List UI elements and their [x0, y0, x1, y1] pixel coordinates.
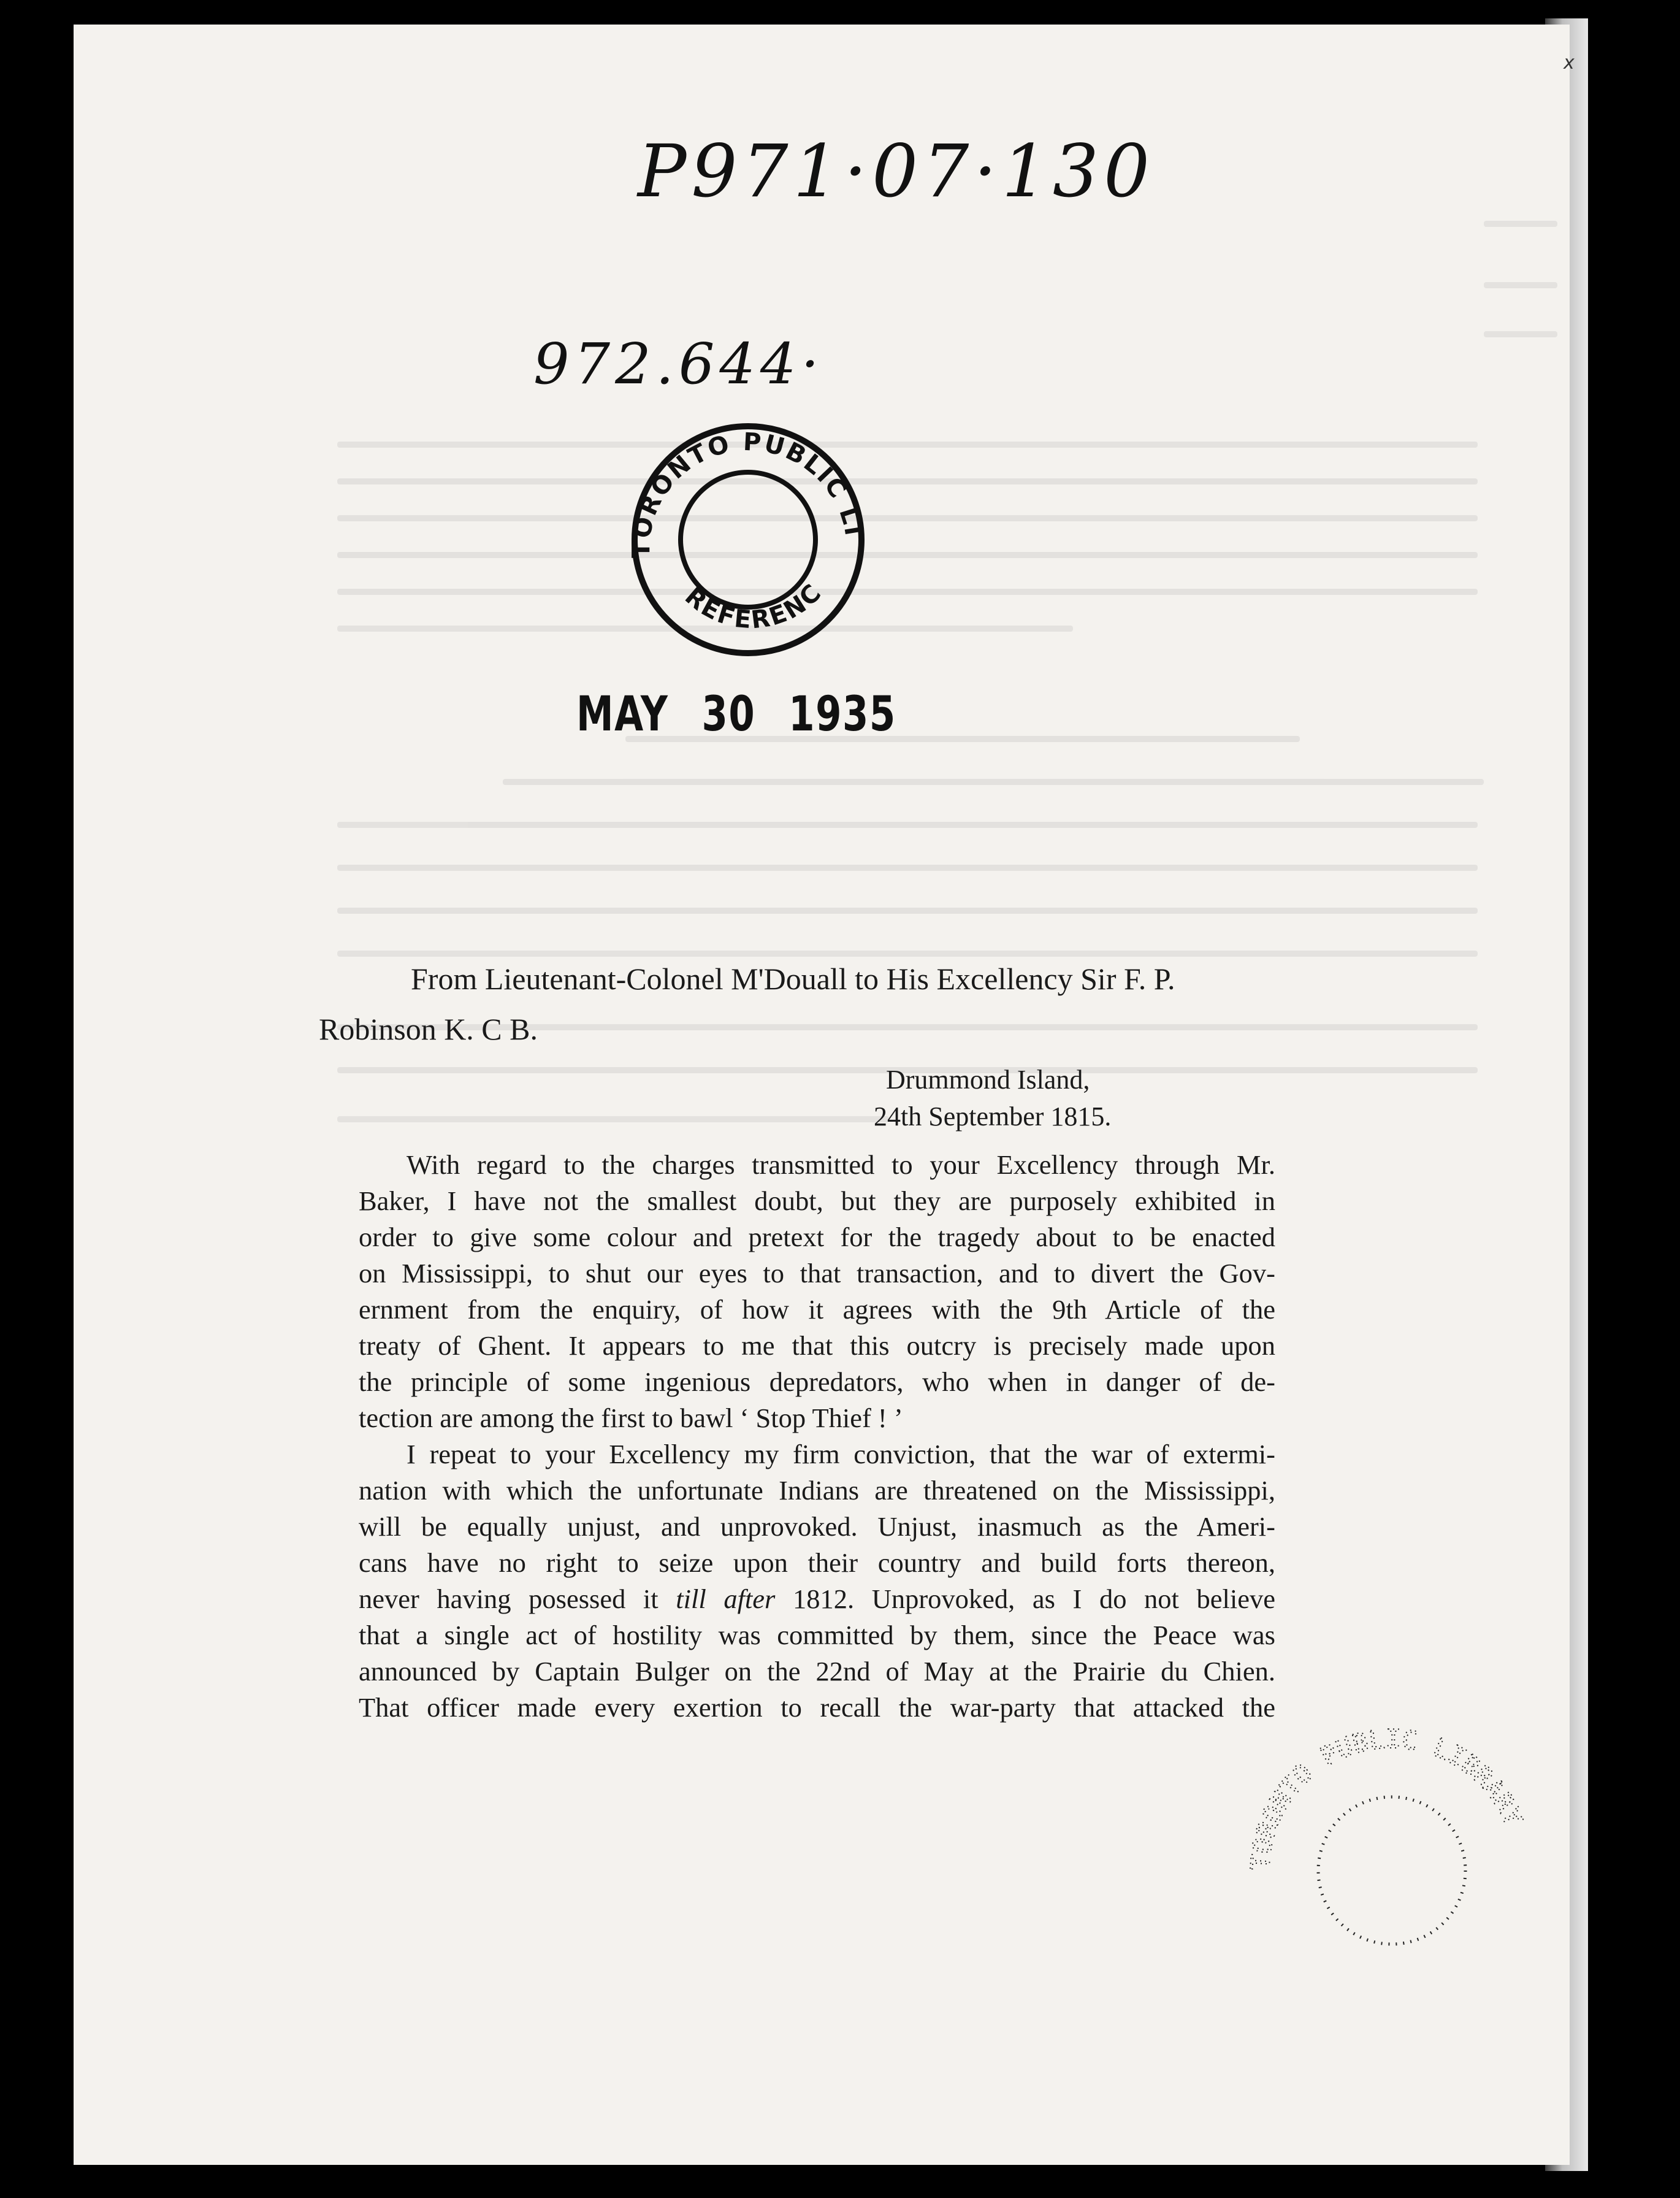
text-line: That officer made every exertion to recall the war-party that attacked the: [359, 1692, 1275, 1723]
text-line: the principle of some ingenious depredators, who when in danger of de-: [359, 1366, 1275, 1397]
perforated-library-stamp: [1245, 1687, 1533, 2030]
text-line: that a single act of hostility was committed by them, since the Peace was: [359, 1620, 1275, 1650]
text-line: cans have no right to seize upon their country and build forts thereon,: [359, 1547, 1275, 1578]
corner-mark: x: [1564, 52, 1575, 74]
date-received-stamp: MAY 30 1935: [576, 687, 896, 742]
library-seal-stamp: [582, 399, 901, 681]
text-line: nation with which the unfortunate Indians are threatened on the Mississippi,: [359, 1475, 1275, 1506]
handwritten-call-number: P971·07·130: [638, 129, 1155, 213]
text-segment: never having posessed it: [359, 1583, 676, 1614]
letter-heading: From Lieutenant-Colonel M'Douall to His Excellency Sir F. P. Robinson K. C B.: [319, 962, 1175, 1046]
svg-text:TORONTO PUBLIC LIBRARY: [1245, 1724, 1529, 1871]
italic-emphasis: till after: [676, 1583, 776, 1614]
text-line: will be equally unjust, and unprovoked. Unjust, inasmuch as the Ameri-: [359, 1511, 1275, 1542]
seal-top-text: TORONTO PUBLIC LI: [627, 427, 868, 559]
library-seal-icon: [582, 399, 901, 681]
letter-date: 24th September 1815.: [874, 1101, 1112, 1132]
text-line-with-italic: [359, 1581, 1275, 1617]
letter-body: [359, 1147, 1275, 1726]
text-line: With regard to the charges transmitted to your Excellency through Mr.: [407, 1149, 1275, 1180]
text-line: on Mississippi, to shut our eyes to that transaction, and to divert the Gov-: [359, 1258, 1275, 1289]
handwritten-secondary-number: 972.644·: [533, 331, 824, 397]
letter-place: Drummond Island,: [886, 1065, 1090, 1095]
text-line: announced by Captain Bulger on the 22nd of May at the Prairie du Chien.: [359, 1656, 1275, 1687]
seal-bottom-text: REFERENC: [679, 578, 828, 635]
perforation-icon: [1245, 1687, 1533, 2030]
text-line: order to give some colour and pretext for the tragedy about to be enacted: [359, 1222, 1275, 1252]
text-line: Baker, I have not the smallest doubt, but they are purposely exhibited in: [359, 1185, 1275, 1216]
text-segment: 1812. Unprovoked, as I do not believe: [775, 1583, 1275, 1614]
text-line: ernment from the enquiry, of how it agrees with the 9th Article of the: [359, 1294, 1275, 1325]
perforation-text: TORONTO PUBLIC LIBRARY: [1245, 1723, 1529, 1871]
text-line: treaty of Ghent. It appears to me that this outcry is precisely made upon: [359, 1330, 1275, 1361]
text-line: I repeat to your Excellency my firm conviction, that the war of extermi-: [407, 1439, 1275, 1469]
text-line: tection are among the first to bawl ‘ Stop Thief ! ’: [359, 1403, 903, 1433]
